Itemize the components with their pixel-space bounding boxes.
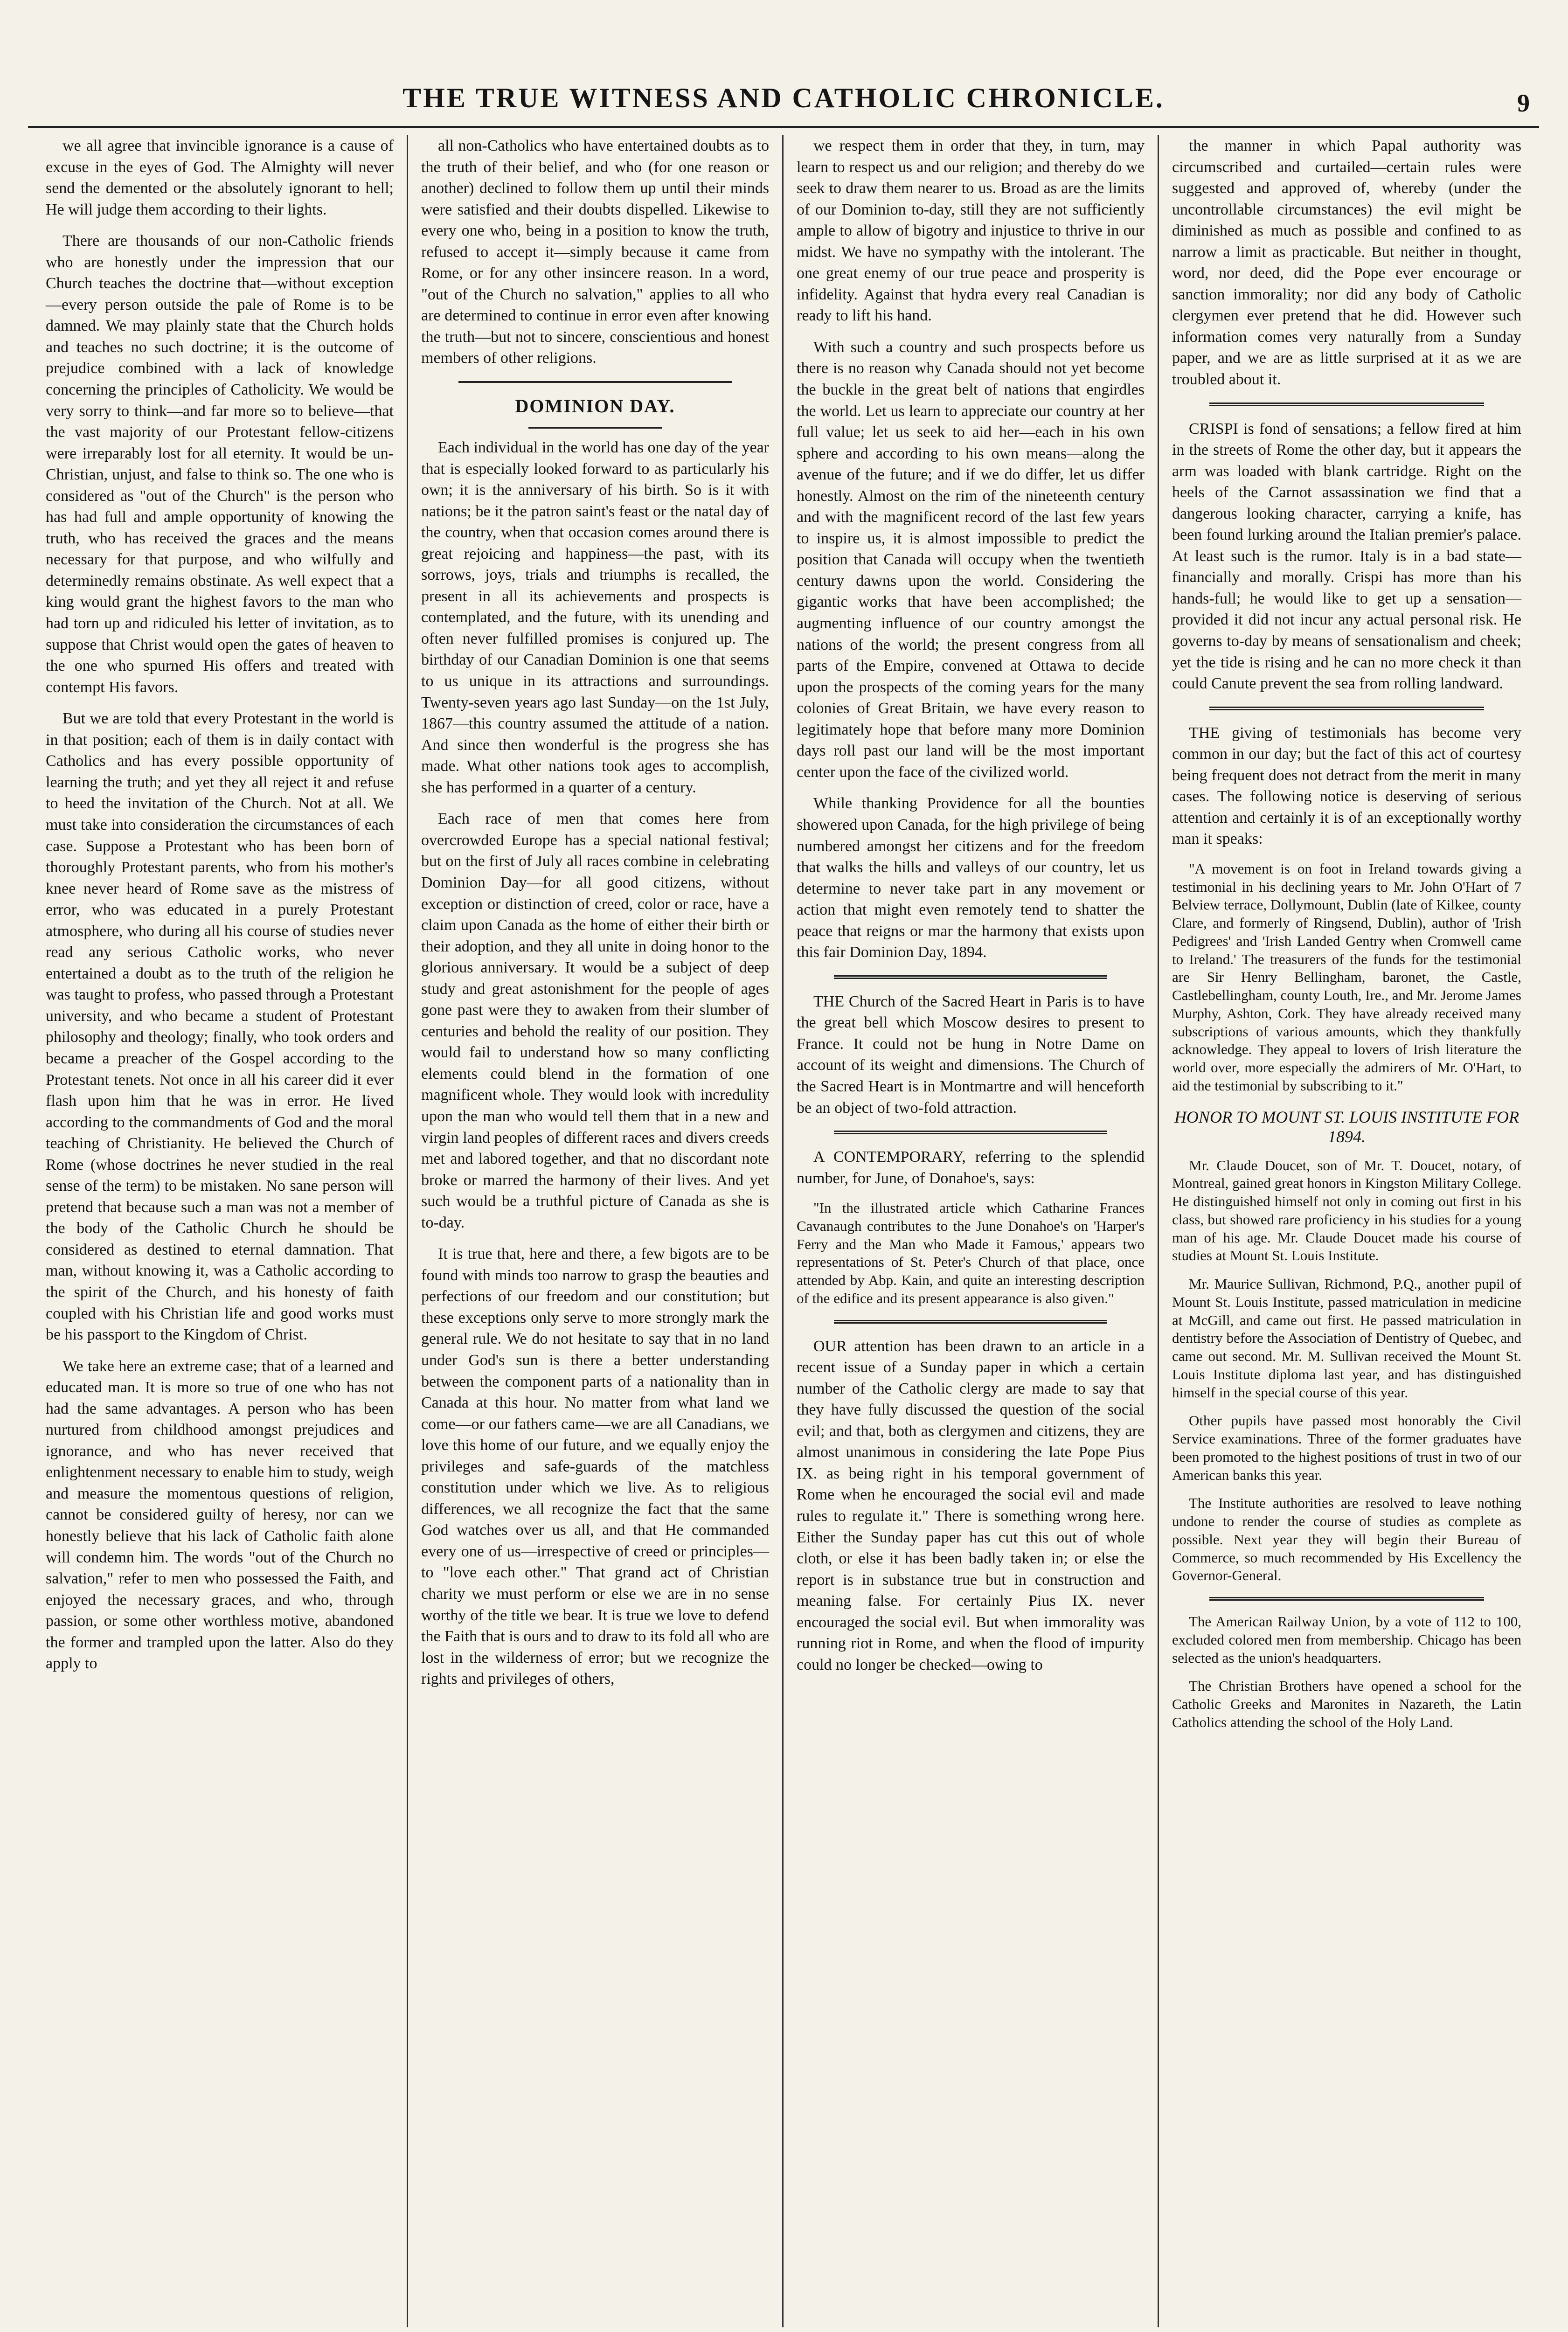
- page-number: 9: [1517, 89, 1530, 117]
- divider: [458, 381, 732, 383]
- paragraph: Each race of men that comes here from overcrowded Europe has a special national festival; but on the first of July all races combine in celebrating Dominion Day—for all good citizens, without exception or distinction of creed, color or race, have a claim upon Canada as the home of either their birth or their adoption, and they all unite in doing honor to the glorious anniversary. It would be a subject of deep study and great astonishment for the people of ages gone past were they to awaken from their slumber of centuries and behold the reality of our position. They would fail to understand how so many conflicting elements could blend in the formation of one magnificent whole. They would look with incredulity upon the man who would tell them that in a new and virgin land peoples of different races and divers creeds met and labored together, and that no discordant note broke or marred the harmony of their lives. And yet such would be a truthful picture of Canada as she is to-day.: [421, 810, 769, 1231]
- paragraph: we all agree that invincible ignorance is a cause of excuse in the eyes of God. The Almighty will never send the demented or the absolutely ignorant to hell; He will judge them according to their lights.: [46, 137, 394, 218]
- divider: [834, 975, 1107, 979]
- column-3: [784, 135, 1159, 2327]
- headline-dominion-day: DOMINION DAY.: [515, 396, 675, 417]
- masthead: [28, 70, 1539, 128]
- column-2: [408, 135, 784, 2327]
- paragraph: It is true that, here and there, a few bigots are to be found with minds too narrow to grasp the beauties and perfections of our freedom and our constitution; but these exceptions only serve to more strongly mark the general rule. We do not hesitate to say that in no land under God's sun is there a better understanding between the component parts of a nationality than in Canada at this hour. No matter from what land we come—or our fathers came—we are all Canadians, we love this home of our future, and we equally enjoy the privileges and safe-guards of the matchless constitution under which we live. As to religious differences, we all recognize the fact that the same God watches over us all, and that He commanded every one of us—irrespective of creed or principles—to "love each other." That grand act of Christian charity we must perform or else we are in no sense worthy of the title we bear. It is true we love to defend the Faith that is ours and to draw to its fold all who are lost in the wilderness of error; but we recognize the rights and privileges of others,: [421, 1245, 769, 1688]
- divider: [1209, 1597, 1484, 1601]
- paragraph: With such a country and such prospects before us there is no reason why Canada should not yet become the buckle in the great belt of nations that engirdles the world. Let us learn to appreciate our country at her full value; let us seek to aid her—each in his own sphere and according to his own means—along the avenue of the future; and if we do differ, let us differ honestly. Almost on the rim of the nineteenth century and with the magnificent record of the last few years to inspire us, it is almost impossible to predict the position that Canada will occupy when the twentieth century dawns upon the world. Considering the gigantic works that have been accomplished; the augmenting influence of our country amongst the nations of the world; the present congress from all parts of the Empire, convened at Ottawa to decide upon the prospects of the coming years for the many colonies of Great Britain, we have every reason to legitimately hope that before many more Dominion days roll past our land will be the most important center upon the face of the civilized world.: [797, 338, 1145, 781]
- divider: [834, 1131, 1107, 1134]
- paragraph: we respect them in order that they, in turn, may learn to respect us and our religion; and thereby do we seek to draw them nearer to us. Broad as are the limits of our Dominion to-day, still they are not sufficiently ample to allow of bigotry and injustice to thrive in our midst. We have no sympathy with the intolerant. The one great enemy of our true peace and prosperity is infidelity. Against that hydra every real Canadian is ready to lift his hand.: [797, 137, 1145, 325]
- column-4: [1159, 135, 1534, 2327]
- paragraph: Each individual in the world has one day of the year that is especially looked forward to as particularly his own; it is the anniversary of his birth. So is it with nations; be it the patron saint's feast or the natal day of the country, when that occasion comes around there is great rejoicing and happiness—the past, with its sorrows, joys, trials and triumphs is recalled, the present in all its achievements and prospects is contemplated, and the future, with its unending and often never fulfilled promises is conjured up. The birthday of our Canadian Dominion is one that seems to us unique in its attractions and surroundings. Twenty-seven years ago last Sunday—on the 1st July, 1867—this country assumed the attitude of a nation. And since then wonderful is the progress she has made. What other nations took ages to accomplish, she has performed in a quarter of a century.: [421, 439, 769, 796]
- paragraph: THE giving of testimonials has become very common in our day; but the fact of this act of courtesy being frequent does not detract from the merit in many cases. The following notice is deserving of serious attention and certainly it is of an exceptionally worthy man it speaks:: [1172, 724, 1521, 848]
- paragraph: But we are told that every Protestant in the world is in that position; each of them is in daily contact with Catholics and has every possible opportunity of learning the truth; and yet they all reject it and refuse to heed the invitation of the Church. Not at all. We must take into consideration the circumstances of each case. Suppose a Protestant who has been born of thoroughly Protestant parents, who from his mother's knee never heard of Rome save as the mistress of error, who was educated in a purely Protestant atmosphere, who during all his course of studies never read any serious Catholic works, who never entertained a doubt as to the truth of the religion he was taught to profess, who passed through a Protestant university, and who became a student of Protestant philosophy and theology; finally, who took orders and became a preacher of the Gospel according to the Protestant tenets. Not once in all his career did it ever flash upon him that he was in error. He lived according to the commandments of God and the moral teaching of Christianity. He believed the Church of Rome (whose doctrines he never studied in the real sense of the term) to be mistaken. No sane person will pretend that because such a man was not a member of the body of the Catholic Church he should be considered as destined to eternal damnation. That man, without knowing it, was a Catholic according to the spirit of the Church, and his honesty of faith coupled with his Christian life and good works must be his passport to the Kingdom of Christ.: [46, 710, 394, 1344]
- divider: [834, 1320, 1107, 1324]
- paragraph: THE Church of the Sacred Heart in Paris is to have the great bell which Moscow desires to present to France. It could not be hung in Notre Dame on account of its weight and dimensions. The Church of the Sacred Heart is in Montmartre and will henceforth be an object of two-fold attraction.: [797, 992, 1145, 1117]
- divider: [1209, 707, 1484, 710]
- newspaper-title: THE TRUE WITNESS AND CATHOLIC CHRONICLE.: [402, 82, 1165, 113]
- article-columns: [33, 135, 1534, 2327]
- paragraph: While thanking Providence for all the bounties showered upon Canada, for the high privilege of being numbered amongst her citizens and for the freedom that walks the hills and valleys of our country, let us determine to never take part in any movement or action that might even remotely tend to shatter the peace that reigns or mar the harmony that exists upon this fair Dominion Day, 1894.: [797, 795, 1145, 961]
- paragraph: all non-Catholics who have entertained doubts as to the truth of their belief, and who (for one reason or another) declined to follow them up until their minds were satisfied and their doubts dispelled. Likewise to every one who, being in a position to know the truth, refused to accept it—simply because it came from Rome, or for any other insincere reason. In a word, "out of the Church no salvation," applies to all who are determined to continue in error even after knowing the truth—but not to sincere, conscientious and honest members of other religions.: [421, 137, 769, 367]
- column-1: [33, 135, 408, 2327]
- divider: [528, 427, 662, 429]
- paragraph: Mr. Claude Doucet, son of Mr. T. Doucet, notary, of Montreal, gained great honors in Kingston Military College. He distinguished himself not only in coming out first in his class, but showed rare proficiency in his studies for a young man of his age. Mr. Claude Doucet made his course of studies at Mount St. Louis Institute.: [1172, 1157, 1521, 1264]
- quotation: "In the illustrated article which Catharine Frances Cavanaugh contributes to the June Donahoe's on 'Harper's Ferry and the Man who Made it Famous,' appears two representations of St. Peter's Church of that place, once attended by Abp. Kain, and quite an interesting description of the edifice and its present appearance is also given.": [797, 1200, 1145, 1306]
- paragraph: Other pupils have passed most honorably the Civil Service examinations. Three of the former graduates have been promoted to the highest positions of trust in two of our American banks this year.: [1172, 1412, 1521, 1483]
- paragraph: The American Railway Union, by a vote of 112 to 100, excluded colored men from membership. Chicago has been selected as the union's headquarters.: [1172, 1613, 1521, 1666]
- paragraph: OUR attention has been drawn to an article in a recent issue of a Sunday paper in which a certain number of the Catholic clergy are made to say that they have fully discussed the question of the social evil; and that, both as clergymen and citizens, they are almost unanimous in considering the late Pope Pius IX. as being right in his temporal government of Rome when he encouraged the social evil and made rules to regulate it." There is something wrong here. Either the Sunday paper has cut this out of whole cloth, or else it has been badly taken in; or else the report is in substance true but in construction and meaning false. For certainly Pius IX. never encouraged the social evil. But when immorality was running riot in Rome, and when the flood of impurity could no longer be checked—owing to: [797, 1337, 1145, 1673]
- quotation: "A movement is on foot in Ireland towards giving a testimonial in his declining years to Mr. John O'Hart of 7 Belview terrace, Dollymount, Dublin (late of Kilkee, county Clare, and formerly of Ringsend, Dublin), author of 'Irish Pedigrees' and 'Irish Landed Gentry when Cromwell came to Ireland.' The treasurers of the funds for the testimonial are Sir Henry Bellingham, baronet, the Castle, Castlebellingham, county Louth, Ire., and Mr. Jerome James Murphy, Ashton, Cork. They have already received many subscriptions of various amounts, which they thankfully acknowledge. They appeal to lovers of Irish literature the world over, more especially the admirers of Mr. O'Hart, to aid the testimonial by subscribing to it.": [1172, 860, 1521, 1094]
- paragraph: The Christian Brothers have opened a school for the Catholic Greeks and Maronites in Nazareth, the Latin Catholics attending the school of the Holy Land.: [1172, 1678, 1521, 1730]
- paragraph: A CONTEMPORARY, referring to the splendid number, for June, of Donahoe's, says:: [797, 1148, 1145, 1187]
- paragraph: CRISPI is fond of sensations; a fellow fired at him in the streets of Rome the other day, but it appears the arm was loaded with blank cartridge. Right on the heels of the Carnot assassination we find that a dangerous looking character, carrying a knife, has been found lurking around the Italian premier's palace. At least such is the rumor. Italy is in a bad state—financially and morally. Crispi has more than his hands-full; he would like to get up a sensation—provided it did not incur any actual personal risk. He governs to-day by means of sensationalism and cheek; yet the tide is rising and he can no more check it than could Canute prevent the sea from rolling landward.: [1172, 420, 1521, 693]
- paragraph: The Institute authorities are resolved to leave nothing undone to render the course of studies as complete as possible. Next year they will begin their Bureau of Commerce, so much recommended by His Excellency the Governor-General.: [1172, 1495, 1521, 1584]
- paragraph: Mr. Maurice Sullivan, Richmond, P.Q., another pupil of Mount St. Louis Institute, passed matriculation in medicine at McGill, and came out first. He passed matriculation in dentistry before the Association of Dentistry of Quebec, and came out second. Mr. M. Sullivan received the Mount St. Louis Institute diploma last year, and has distinguished himself in the special course of this year.: [1172, 1276, 1521, 1401]
- paragraph: We take here an extreme case; that of a learned and educated man. It is more so true of one who has not had the same advantages. A person who has been nurtured from childhood amongst prejudices and ignorance, and who has never received that enlightenment necessary to enable him to study, weigh and measure the momentous questions of religion, cannot be considered guilty of heresy, nor can we honestly believe that his lack of Catholic faith alone will condemn him. The words "out of the Church no salvation," refer to men who possessed the Faith, and enjoyed the necessary graces, and who, through passion, or some other worthless motive, abandoned the former and trampled upon the latter. Also do they apply to: [46, 1357, 394, 1673]
- divider: [1209, 403, 1484, 406]
- paragraph: There are thousands of our non-Catholic friends who are honestly under the impression that our Church teaches the doctrine that—without exception—every person outside the pale of Rome is to be damned. We may plainly state that the Church holds and teaches no such doctrine; it is the outcome of prejudice combined with a lack of knowledge concerning the principles of Catholicity. We would be very sorry to think—and far more so to believe—that the vast majority of our Protestant fellow-citizens were irreparably lost for all eternity. It would be un-Christian, unjust, and false to think so. The one who is considered as "out of the Church" is the person who has had full and ample opportunity of knowing the truth, who has received the graces and the means necessary for that purpose, and who wilfully and determinedly remains obstinate. As well expect that a king would grant the highest favors to the man who had torn up and ridiculed his letter of invitation, as to suppose that Christ would open the gates of heaven to the one who spurned His offers and treated with contempt His favors.: [46, 232, 394, 696]
- headline-mount-st-louis: HONOR TO MOUNT ST. LOUIS INSTITUTE FOR 1894.: [1174, 1107, 1519, 1146]
- paragraph: the manner in which Papal authority was circumscribed and curtailed—certain rules were suggested and approved of, whereby (under the uncontrollable circumstances) the evil might be diminished as much as possible and confined to as narrow a limit as practicable. But neither in thought, word, nor deed, did the Pope ever encourage or sanction immorality; nor did any body of Catholic clergymen ever pretend that he did. However such information comes very naturally from a Sunday paper, and we are as little surprised at it as we are troubled about it.: [1172, 137, 1521, 389]
